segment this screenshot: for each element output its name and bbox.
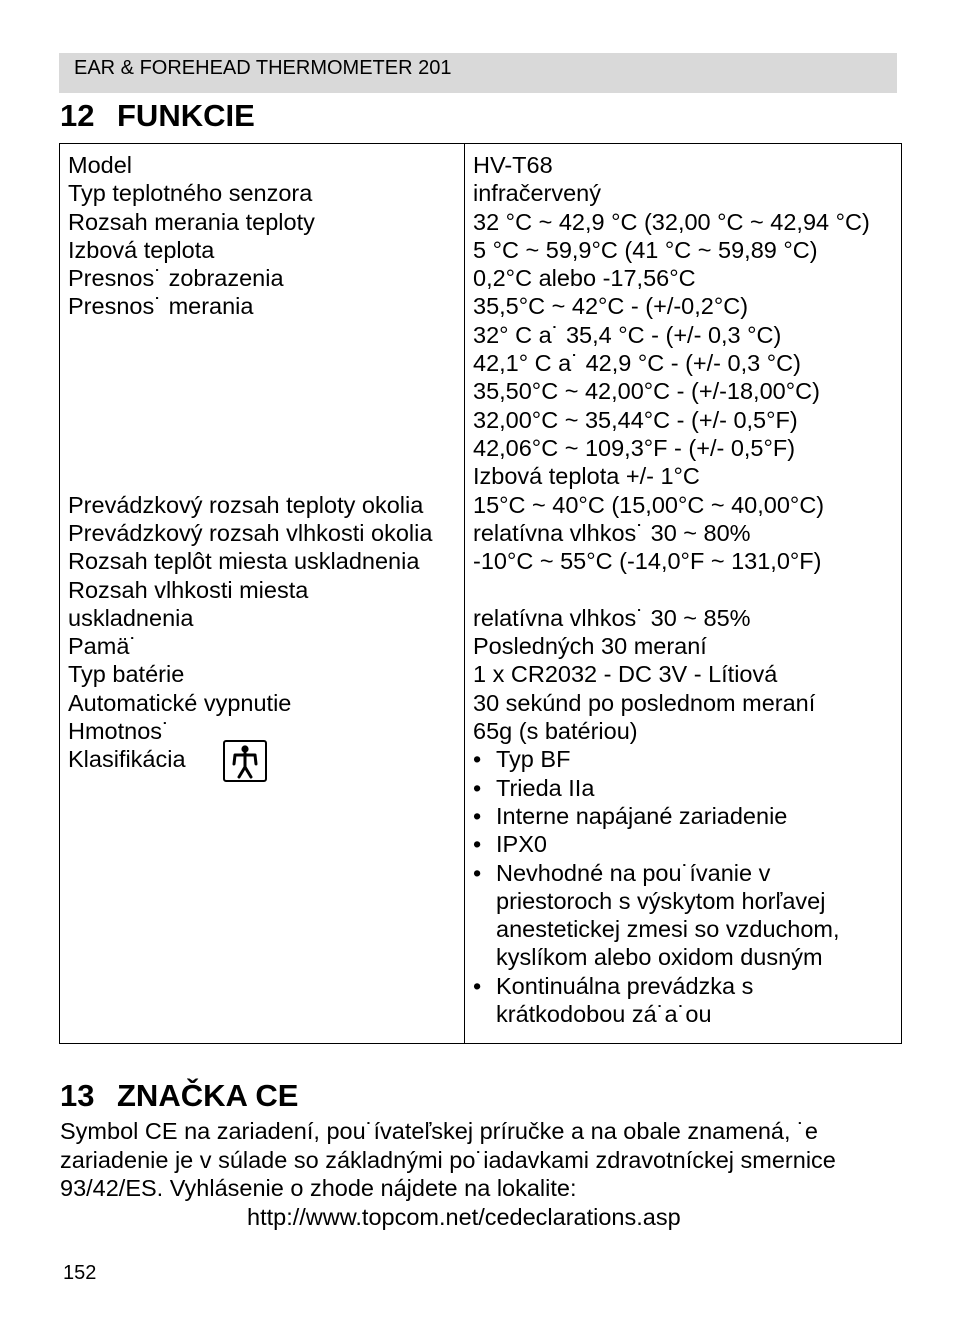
spec-label-room-temperature: Izbová teplota: [68, 237, 215, 263]
spec-value-display-accuracy: 0,2°C alebo -17,56°C: [473, 265, 696, 291]
classification-item: Typ BF: [496, 746, 571, 772]
spec-label-memory: Pamä˙: [68, 633, 138, 659]
spec-value-battery-type: 1 x CR2032 - DC 3V - Lítiová: [473, 661, 778, 687]
running-header: [59, 53, 897, 93]
spec-label-auto-off: Automatické vypnutie: [68, 690, 292, 716]
spec-label-operating-humidity: Prevádzkový rozsah vlhkosti okolia: [68, 520, 433, 546]
classification-item-continuation: priestoroch s výskytom horľavej: [496, 888, 826, 914]
table-column-divider: [464, 144, 465, 1043]
section-12-number: 12: [60, 98, 95, 133]
spec-value-storage-humidity: relatívna vlhkos˙ 30 ~ 85%: [473, 605, 751, 631]
classification-item: Nevhodné na pou˙ívanie v: [496, 860, 771, 886]
spec-value-room-temperature: 5 °C ~ 59,9°C (41 °C ~ 59,89 °C): [473, 237, 818, 263]
spec-label-storage-humidity: Rozsah vlhkosti miesta: [68, 577, 309, 603]
spec-label-classification: Klasifikácia: [68, 746, 186, 772]
classification-item-continuation: krátkodobou zá˙a˙ou: [496, 1001, 712, 1027]
spec-value-auto-off: 30 sekúnd po poslednom meraní: [473, 690, 816, 716]
classification-item: Trieda IIa: [496, 775, 595, 801]
spec-value-storage-temperature: -10°C ~ 55°C (-14,0°F ~ 131,0°F): [473, 548, 822, 574]
header-title: EAR & FOREHEAD THERMOMETER 201: [74, 57, 452, 79]
spec-value-accuracy-line: 42,06°C ~ 109,3°F - (+/- 0,5°F): [473, 435, 796, 461]
spec-label-storage-humidity-cont: uskladnenia: [68, 605, 194, 631]
spec-value-accuracy-line: Izbová teplota +/- 1°C: [473, 463, 700, 489]
spec-label-measuring-accuracy: Presnos˙ merania: [68, 293, 254, 319]
spec-label-weight: Hmotnos˙: [68, 718, 170, 744]
classification-item-continuation: kyslíkom alebo oxidom dusným: [496, 944, 823, 970]
bullet-marker: •: [473, 973, 482, 999]
section-13-heading: [60, 1077, 298, 1115]
spec-label-storage-temperature: Rozsah teplôt miesta uskladnenia: [68, 548, 420, 574]
spec-value-memory: Posledných 30 meraní: [473, 633, 707, 659]
spec-label-measuring-range: Rozsah merania teploty: [68, 209, 315, 235]
bullet-marker: •: [473, 775, 482, 801]
classification-item: Kontinuálna prevádzka s: [496, 973, 754, 999]
spec-value-accuracy-line: 35,5°C ~ 42°C - (+/-0,2°C): [473, 293, 749, 319]
spec-label-display-accuracy: Presnos˙ zobrazenia: [68, 265, 284, 291]
spec-value-accuracy-line: 42,1° C a˙ 42,9 °C - (+/- 0,3 °C): [473, 350, 801, 376]
type-bf-applied-part-icon: [223, 740, 267, 782]
spec-label-operating-temperature: Prevádzkový rozsah teploty okolia: [68, 492, 424, 518]
specifications-table: [59, 143, 902, 1044]
spec-value-operating-humidity: relatívna vlhkos˙ 30 ~ 80%: [473, 520, 751, 546]
spec-value-accuracy-line: 32° C a˙ 35,4 °C - (+/- 0,3 °C): [473, 322, 782, 348]
spec-value-accuracy-line: 35,50°C ~ 42,00°C - (+/-18,00°C): [473, 378, 820, 404]
ce-paragraph-line: 93/42/ES. Vyhlásenie o zhode nájdete na lokalite:: [60, 1175, 577, 1201]
ce-paragraph-line: Symbol CE na zariadení, pou˙ívateľskej príručke a na obale znamená, ˙e: [60, 1118, 818, 1144]
classification-item: Interne napájané zariadenie: [496, 803, 788, 829]
bullet-marker: •: [473, 860, 482, 886]
bullet-marker: •: [473, 803, 482, 829]
bullet-marker: •: [473, 831, 482, 857]
ce-paragraph-line: zariadenie je v súlade so základnými po˙iadavkami zdravotníckej smernice: [60, 1147, 836, 1173]
section-13-number: 13: [60, 1078, 95, 1113]
spec-value-model: HV-T68: [473, 152, 553, 178]
spec-value-measuring-range: 32 °C ~ 42,9 °C (32,00 °C ~ 42,94 °C): [473, 209, 870, 235]
spec-label-battery-type: Typ batérie: [68, 661, 185, 687]
spec-value-accuracy-line: 32,00°C ~ 35,44°C - (+/- 0,5°F): [473, 407, 798, 433]
spec-value-operating-temperature: 15°C ~ 40°C (15,00°C ~ 40,00°C): [473, 492, 825, 518]
spec-label-sensor-type: Typ teplotného senzora: [68, 180, 313, 206]
section-12-title: FUNKCIE: [117, 98, 255, 133]
ce-declaration-url: http://www.topcom.net/cedeclarations.asp: [247, 1204, 681, 1230]
spec-value-weight: 65g (s batériou): [473, 718, 638, 744]
bullet-marker: •: [473, 746, 482, 772]
section-12-heading: [60, 97, 255, 135]
section-13-title: ZNAČKA CE: [117, 1078, 299, 1113]
classification-item-continuation: anestetickej zmesi so vzduchom,: [496, 916, 840, 942]
spec-label-model: Model: [68, 152, 133, 178]
page-number: 152: [63, 1262, 97, 1284]
classification-item: IPX0: [496, 831, 547, 857]
spec-value-sensor-type: infračervený: [473, 180, 601, 206]
